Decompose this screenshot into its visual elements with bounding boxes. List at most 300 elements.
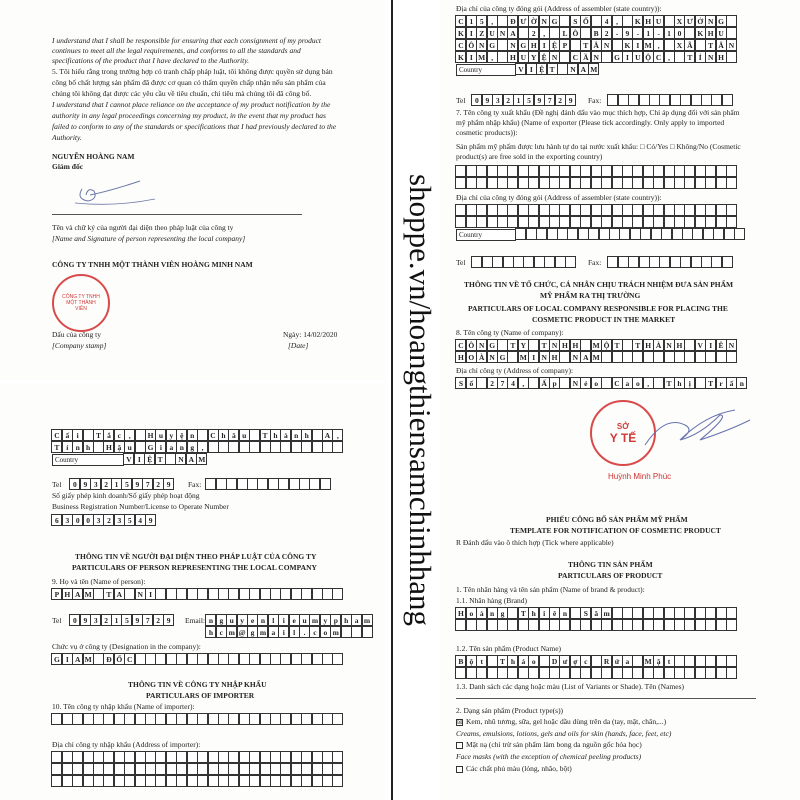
grid-cell[interactable] — [176, 751, 187, 763]
grid-cell[interactable] — [578, 228, 589, 240]
grid-cell[interactable]: 3 — [492, 94, 503, 106]
grid-cell[interactable]: I — [134, 453, 145, 465]
grid-cell[interactable] — [559, 377, 570, 389]
grid-cell[interactable]: 2 — [601, 27, 612, 39]
grid-cell[interactable] — [549, 667, 560, 679]
grid-cell[interactable] — [640, 228, 651, 240]
grid-cell[interactable]: c — [114, 429, 125, 441]
grid-cell[interactable]: V — [695, 339, 706, 351]
grid-cell[interactable]: à — [280, 429, 291, 441]
grid-cell[interactable] — [539, 216, 550, 228]
grid-cell[interactable] — [670, 256, 681, 268]
grid-cell[interactable]: I — [528, 351, 539, 363]
grid-cell[interactable] — [165, 453, 176, 465]
grid-cell[interactable]: u — [124, 441, 135, 453]
grid-cell[interactable]: N — [591, 51, 602, 63]
grid-cell[interactable] — [312, 441, 323, 453]
grid-cell[interactable]: V — [123, 453, 134, 465]
grid-cell[interactable] — [93, 588, 104, 600]
grid-cell[interactable]: I — [466, 51, 477, 63]
grid-cell[interactable] — [320, 478, 331, 490]
grid-cell[interactable] — [280, 763, 291, 775]
grid-cell[interactable] — [518, 667, 529, 679]
grid-cell[interactable] — [487, 619, 498, 631]
grid-cell[interactable] — [155, 763, 166, 775]
grid-cell[interactable] — [260, 713, 271, 725]
grid-cell[interactable] — [299, 478, 310, 490]
grid-cell[interactable]: o — [320, 626, 331, 638]
grid-cell[interactable] — [726, 655, 737, 667]
grid-cell[interactable] — [539, 177, 550, 189]
grid-cell[interactable] — [601, 51, 612, 63]
grid-cell[interactable] — [528, 339, 539, 351]
grid-cell[interactable] — [643, 619, 654, 631]
grid-cell[interactable]: N — [539, 351, 550, 363]
grid-cell[interactable]: a — [351, 614, 362, 626]
grid-cell[interactable] — [622, 339, 633, 351]
grid-cell[interactable] — [643, 204, 654, 216]
grid-cell[interactable]: A — [72, 588, 83, 600]
grid-cell[interactable] — [632, 204, 643, 216]
grid-cell[interactable]: 5 — [523, 94, 534, 106]
grid-cell[interactable] — [332, 763, 343, 775]
grid-cell[interactable]: , — [487, 15, 498, 27]
grid-cell[interactable] — [536, 228, 547, 240]
grid-cell[interactable] — [155, 713, 166, 725]
grid-cell[interactable] — [155, 775, 166, 787]
grid-cell[interactable] — [51, 775, 62, 787]
grid-cell[interactable] — [565, 256, 576, 268]
grid-cell[interactable]: ư — [559, 655, 570, 667]
grid-cell[interactable] — [291, 763, 302, 775]
grid-cell[interactable] — [301, 441, 312, 453]
grid-cell[interactable] — [497, 39, 508, 51]
grid-cell[interactable]: U — [653, 15, 664, 27]
grid-cell[interactable] — [309, 478, 320, 490]
grid-cell[interactable]: o — [528, 655, 539, 667]
grid-cell[interactable] — [601, 377, 612, 389]
grid-cell[interactable]: A — [580, 351, 591, 363]
grid-cell[interactable] — [684, 165, 695, 177]
grid-cell[interactable] — [591, 619, 602, 631]
grid-cell[interactable] — [507, 607, 518, 619]
grid-cell[interactable]: 9 — [163, 478, 174, 490]
grid-cell[interactable] — [601, 351, 612, 363]
grid-cell[interactable]: 7 — [544, 94, 555, 106]
grid-cell[interactable]: N — [175, 453, 186, 465]
grid-cell[interactable]: M — [592, 341, 600, 351]
grid-cell[interactable] — [228, 763, 239, 775]
grid-cell[interactable] — [268, 478, 279, 490]
grid-cell[interactable] — [187, 713, 198, 725]
grid-cell[interactable]: Đ — [507, 15, 518, 27]
grid-cell[interactable] — [684, 216, 695, 228]
grid-cell[interactable] — [322, 775, 333, 787]
grid-cell[interactable]: 1 — [111, 478, 122, 490]
grid-cell[interactable] — [570, 177, 581, 189]
grid-cell[interactable] — [93, 751, 104, 763]
grid-cell[interactable] — [135, 441, 146, 453]
grid-cell[interactable] — [270, 775, 281, 787]
grid-cell[interactable]: Ầ — [580, 51, 591, 63]
grid-cell[interactable]: C — [570, 51, 581, 63]
grid-cell[interactable] — [205, 478, 216, 490]
grid-cell[interactable] — [570, 667, 581, 679]
grid-cell[interactable]: 0 — [674, 27, 685, 39]
grid-cell[interactable] — [218, 653, 229, 665]
grid-cell[interactable]: , — [197, 441, 208, 453]
grid-cell[interactable]: ử — [612, 655, 623, 667]
grid-cell[interactable] — [197, 713, 208, 725]
grid-cell[interactable]: u — [299, 614, 310, 626]
grid-cell[interactable]: 9 — [80, 614, 91, 626]
grid-cell[interactable]: 1 — [466, 15, 477, 27]
grid-cell[interactable] — [249, 763, 260, 775]
grid-cell[interactable] — [549, 165, 560, 177]
grid-cell[interactable]: n — [187, 429, 198, 441]
grid-cell[interactable] — [528, 619, 539, 631]
grid-cell[interactable]: 2 — [528, 27, 539, 39]
grid-cell[interactable] — [713, 228, 724, 240]
grid-cell[interactable] — [664, 177, 675, 189]
grid-cell[interactable]: m — [330, 626, 341, 638]
grid-cell[interactable] — [726, 165, 737, 177]
grid-cell[interactable] — [659, 94, 670, 106]
grid-cell[interactable] — [559, 204, 570, 216]
grid-cell[interactable] — [684, 655, 695, 667]
grid-cell[interactable] — [270, 588, 281, 600]
grid-cell[interactable] — [124, 763, 135, 775]
grid-cell[interactable]: Ố — [114, 653, 125, 665]
grid-cell[interactable]: m — [309, 614, 320, 626]
grid-cell[interactable] — [507, 177, 518, 189]
grid-cell[interactable] — [674, 351, 685, 363]
grid-cell[interactable]: H — [507, 51, 518, 63]
grid-cell[interactable]: 0 — [69, 614, 80, 626]
grid-cell[interactable]: T — [155, 453, 166, 465]
grid-cell[interactable] — [249, 775, 260, 787]
grid-cell[interactable] — [705, 351, 716, 363]
grid-cell[interactable]: O — [466, 351, 477, 363]
grid-cell[interactable] — [291, 653, 302, 665]
grid-cell[interactable]: N — [570, 377, 581, 389]
grid-cell[interactable] — [607, 94, 618, 106]
grid-cell[interactable] — [155, 751, 166, 763]
grid-cell[interactable] — [664, 165, 675, 177]
grid-cell[interactable]: . — [299, 626, 310, 638]
grid-cell[interactable] — [270, 763, 281, 775]
grid-cell[interactable]: C — [208, 429, 219, 441]
grid-cell[interactable]: A — [322, 429, 333, 441]
grid-cell[interactable] — [622, 165, 633, 177]
grid-cell[interactable] — [476, 667, 487, 679]
grid-cell[interactable] — [497, 165, 508, 177]
grid-cell[interactable]: Z — [476, 27, 487, 39]
grid-cell[interactable] — [622, 667, 633, 679]
grid-cell[interactable]: ộ — [466, 655, 477, 667]
grid-cell[interactable] — [601, 204, 612, 216]
grid-cell[interactable] — [124, 588, 135, 600]
grid-cell[interactable]: 7 — [142, 478, 153, 490]
grid-cell[interactable] — [653, 667, 664, 679]
grid-cell[interactable]: 2 — [555, 94, 566, 106]
grid-cell[interactable] — [239, 763, 250, 775]
grid-cell[interactable] — [518, 204, 529, 216]
grid-cell[interactable] — [332, 713, 343, 725]
grid-cell[interactable] — [580, 204, 591, 216]
grid-cell[interactable] — [114, 751, 125, 763]
grid-cell[interactable]: N — [539, 15, 550, 27]
grid-cell[interactable] — [612, 216, 623, 228]
grid-cell[interactable] — [580, 27, 591, 39]
grid-cell[interactable]: a — [622, 655, 633, 667]
grid-cell[interactable]: B — [591, 27, 602, 39]
grid-cell[interactable] — [601, 619, 612, 631]
grid-cell[interactable]: Â — [591, 39, 602, 51]
grid-cell[interactable]: , — [653, 39, 664, 51]
grid-cell[interactable]: g — [247, 626, 258, 638]
grid-cell[interactable]: Đ — [103, 653, 114, 665]
grid-cell[interactable]: u — [239, 429, 250, 441]
grid-cell[interactable] — [62, 763, 73, 775]
grid-cell[interactable]: H — [528, 39, 539, 51]
grid-cell[interactable] — [476, 619, 487, 631]
grid-cell[interactable] — [622, 15, 633, 27]
grid-cell[interactable] — [580, 667, 591, 679]
grid-cell[interactable]: T — [51, 441, 62, 453]
grid-cell[interactable] — [726, 51, 737, 63]
grid-cell[interactable] — [507, 165, 518, 177]
grid-cell[interactable]: U — [716, 27, 727, 39]
grid-cell[interactable]: 3 — [62, 514, 73, 526]
grid-cell[interactable]: h — [270, 429, 281, 441]
grid-cell[interactable]: 4 — [601, 15, 612, 27]
grid-cell[interactable]: 5 — [121, 614, 132, 626]
grid-cell[interactable]: ỉ — [62, 441, 73, 453]
grid-cell[interactable] — [649, 256, 660, 268]
grid-cell[interactable]: N — [549, 51, 560, 63]
grid-cell[interactable] — [476, 177, 487, 189]
grid-cell[interactable]: 3 — [90, 614, 101, 626]
grid-cell[interactable] — [695, 216, 706, 228]
grid-cell[interactable] — [93, 441, 104, 453]
grid-cell[interactable] — [239, 775, 250, 787]
grid-cell[interactable]: C — [455, 39, 466, 51]
grid-cell[interactable]: H — [570, 339, 581, 351]
grid-cell[interactable]: N — [476, 39, 487, 51]
grid-cell[interactable] — [653, 216, 664, 228]
grid-cell[interactable] — [622, 351, 633, 363]
grid-cell[interactable] — [695, 607, 706, 619]
grid-cell[interactable]: I — [62, 653, 73, 665]
grid-cell[interactable]: S — [580, 607, 591, 619]
grid-cell[interactable] — [114, 713, 125, 725]
grid-cell[interactable] — [716, 165, 727, 177]
grid-cell[interactable]: T — [518, 607, 529, 619]
grid-cell[interactable]: T — [705, 377, 716, 389]
grid-cell[interactable]: M — [84, 590, 92, 600]
grid-cell[interactable]: Ố — [580, 15, 591, 27]
grid-cell[interactable] — [559, 351, 570, 363]
grid-cell[interactable] — [528, 165, 539, 177]
grid-cell[interactable] — [322, 653, 333, 665]
grid-cell[interactable] — [301, 763, 312, 775]
grid-cell[interactable] — [549, 204, 560, 216]
grid-cell[interactable] — [228, 775, 239, 787]
grid-cell[interactable]: , — [664, 51, 675, 63]
grid-cell[interactable] — [176, 775, 187, 787]
grid-cell[interactable] — [492, 256, 503, 268]
grid-cell[interactable] — [124, 713, 135, 725]
grid-cell[interactable] — [670, 94, 681, 106]
grid-cell[interactable] — [674, 51, 685, 63]
grid-cell[interactable] — [570, 619, 581, 631]
grid-cell[interactable] — [567, 228, 578, 240]
grid-cell[interactable]: N — [507, 39, 518, 51]
grid-cell[interactable] — [507, 667, 518, 679]
grid-cell[interactable] — [476, 165, 487, 177]
grid-cell[interactable]: H — [716, 51, 727, 63]
grid-cell[interactable] — [591, 165, 602, 177]
grid-cell[interactable] — [166, 653, 177, 665]
grid-cell[interactable]: Y — [528, 51, 539, 63]
grid-cell[interactable] — [93, 763, 104, 775]
grid-cell[interactable] — [674, 216, 685, 228]
grid-cell[interactable] — [497, 619, 508, 631]
grid-cell[interactable]: U — [487, 27, 498, 39]
grid-cell[interactable]: T — [705, 39, 716, 51]
grid-cell[interactable] — [260, 653, 271, 665]
grid-cell[interactable] — [291, 441, 302, 453]
grid-cell[interactable] — [591, 655, 602, 667]
grid-cell[interactable] — [649, 94, 660, 106]
grid-cell[interactable]: e — [289, 614, 300, 626]
grid-cell[interactable] — [280, 588, 291, 600]
grid-cell[interactable]: 9 — [145, 514, 156, 526]
grid-cell[interactable] — [612, 39, 623, 51]
grid-cell[interactable] — [176, 713, 187, 725]
grid-cell[interactable]: 1 — [664, 27, 675, 39]
grid-cell[interactable] — [705, 655, 716, 667]
grid-cell[interactable] — [601, 216, 612, 228]
grid-cell[interactable] — [239, 751, 250, 763]
grid-cell[interactable]: 9 — [565, 94, 576, 106]
grid-cell[interactable] — [503, 256, 514, 268]
grid-cell[interactable]: N — [726, 339, 737, 351]
grid-cell[interactable] — [260, 588, 271, 600]
grid-cell[interactable]: Ô — [466, 339, 477, 351]
grid-cell[interactable]: â — [228, 429, 239, 441]
grid-cell[interactable] — [711, 256, 722, 268]
grid-cell[interactable]: I — [622, 51, 633, 63]
grid-cell[interactable] — [518, 27, 529, 39]
grid-cell[interactable] — [682, 228, 693, 240]
grid-cell[interactable] — [322, 713, 333, 725]
grid-cell[interactable] — [187, 763, 198, 775]
grid-cell[interactable] — [466, 667, 477, 679]
grid-cell[interactable]: X — [674, 15, 685, 27]
grid-cell[interactable] — [187, 588, 198, 600]
grid-cell[interactable]: H — [559, 339, 570, 351]
grid-cell[interactable]: A — [114, 588, 125, 600]
grid-cell[interactable]: n — [736, 377, 747, 389]
grid-cell[interactable]: Ộ — [643, 51, 654, 63]
grid-cell[interactable] — [526, 228, 537, 240]
grid-cell[interactable]: y — [320, 614, 331, 626]
grid-cell[interactable]: h — [83, 441, 94, 453]
grid-cell[interactable] — [322, 763, 333, 775]
grid-cell[interactable] — [703, 228, 714, 240]
grid-cell[interactable] — [716, 177, 727, 189]
grid-cell[interactable]: C — [124, 653, 135, 665]
grid-cell[interactable] — [216, 478, 227, 490]
grid-cell[interactable] — [674, 607, 685, 619]
grid-cell[interactable] — [497, 51, 508, 63]
grid-cell[interactable] — [166, 775, 177, 787]
grid-cell[interactable] — [588, 228, 599, 240]
grid-cell[interactable] — [228, 588, 239, 600]
grid-cell[interactable] — [487, 216, 498, 228]
grid-cell[interactable]: P — [559, 39, 570, 51]
grid-cell[interactable]: N — [664, 339, 675, 351]
grid-cell[interactable] — [280, 775, 291, 787]
grid-cell[interactable]: G — [51, 653, 62, 665]
grid-cell[interactable] — [166, 763, 177, 775]
grid-cell[interactable] — [124, 775, 135, 787]
grid-cell[interactable] — [187, 751, 198, 763]
grid-cell[interactable] — [239, 588, 250, 600]
grid-cell[interactable] — [291, 588, 302, 600]
grid-cell[interactable] — [249, 713, 260, 725]
grid-cell[interactable] — [705, 204, 716, 216]
grid-cell[interactable] — [72, 775, 83, 787]
grid-cell[interactable] — [705, 607, 716, 619]
grid-cell[interactable] — [291, 775, 302, 787]
grid-cell[interactable]: g — [497, 607, 508, 619]
grid-cell[interactable] — [280, 751, 291, 763]
grid-cell[interactable]: Ệ — [539, 51, 550, 63]
grid-cell[interactable] — [539, 667, 550, 679]
grid-cell[interactable]: P — [51, 588, 62, 600]
grid-cell[interactable]: , — [643, 377, 654, 389]
grid-cell[interactable]: e — [247, 614, 258, 626]
grid-cell[interactable]: T — [507, 339, 518, 351]
grid-cell[interactable] — [612, 351, 623, 363]
grid-cell[interactable] — [523, 256, 534, 268]
grid-cell[interactable]: C — [455, 339, 466, 351]
grid-cell[interactable] — [466, 216, 477, 228]
grid-cell[interactable] — [664, 351, 675, 363]
grid-cell[interactable]: À — [653, 339, 664, 351]
grid-cell[interactable] — [609, 228, 620, 240]
grid-cell[interactable]: 7 — [142, 614, 153, 626]
grid-cell[interactable] — [632, 655, 643, 667]
grid-cell[interactable]: I — [705, 339, 716, 351]
grid-cell[interactable] — [549, 216, 560, 228]
grid-cell[interactable]: N — [487, 351, 498, 363]
grid-cell[interactable]: Ờ — [528, 15, 539, 27]
grid-cell[interactable] — [62, 751, 73, 763]
grid-cell[interactable] — [559, 165, 570, 177]
grid-cell[interactable] — [455, 667, 466, 679]
grid-cell[interactable] — [684, 667, 695, 679]
grid-cell[interactable] — [591, 216, 602, 228]
grid-cell[interactable] — [695, 165, 706, 177]
grid-cell[interactable] — [653, 619, 664, 631]
grid-cell[interactable]: n — [559, 607, 570, 619]
grid-cell[interactable] — [716, 216, 727, 228]
grid-cell[interactable]: K — [695, 27, 706, 39]
